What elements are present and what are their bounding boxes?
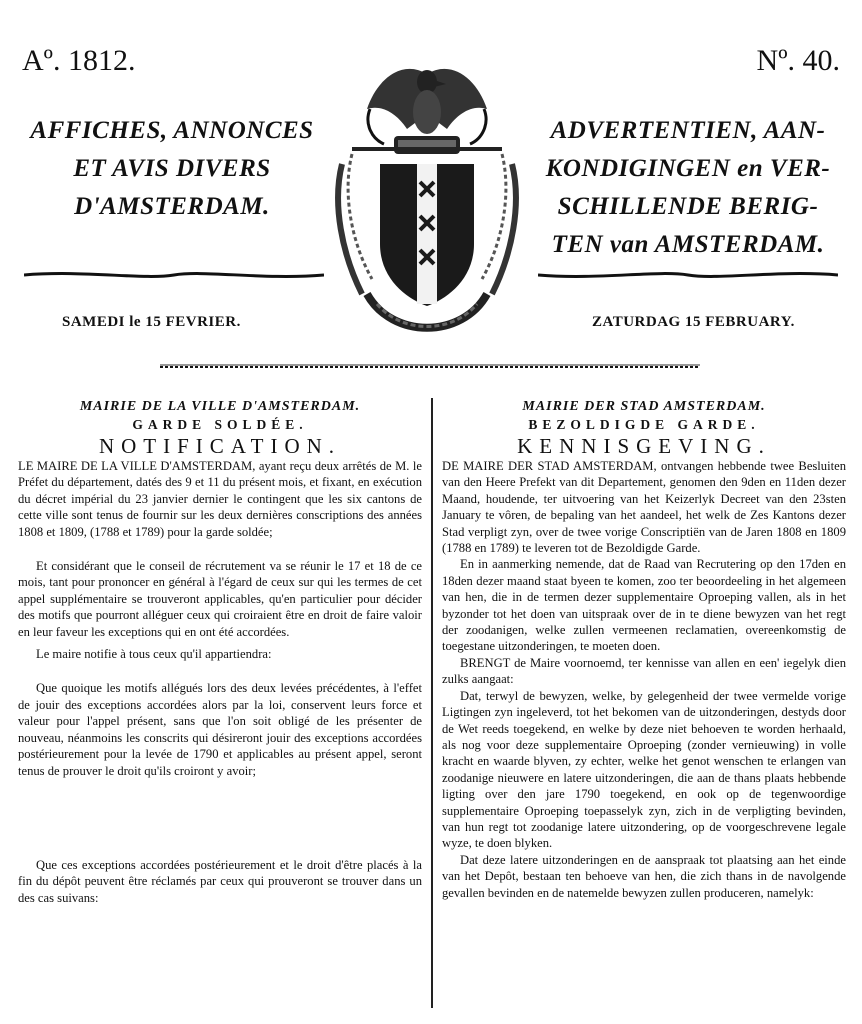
amsterdam-crest-icon — [322, 54, 532, 344]
paragraph: Que ces exceptions accordées postérieurement et le droit d'être placés à la fin du dépôt peuvent être réclamés par ceux qui prouveront se trouver dans un des cas suivans: — [18, 857, 422, 905]
paragraph: Dat deze latere uitzonderingen en de aanspraak tot plaatsing aan het einde van het Depôt, bestaan ten behoeve van hen, die zich thans in de navolgende gevallen bevinden en de natemelde bewyzen zullen produceren, namelyk: — [442, 852, 846, 900]
title-line: ADVERTENTIEN, AAN- — [550, 117, 826, 144]
paragraph: Que quoique les motifs allégués lors des deux levées précédentes, à l'effet de jouir des exceptions accordées alors par la loi, conservent leurs force et valeur pour l'appel présent, sans que l'on soit obligé de les présenter de nouveau, néanmoins les conscrits qui désireront jouir des exceptions accordées postérieurement pour la levée de 1790 et applicables au présent appel, seront tenus de prouver le droit qu'ils croiront y avoir; — [18, 681, 422, 778]
masthead-title-dutch — [533, 112, 843, 264]
column-divider — [431, 398, 433, 1008]
paragraph: Et considérant que le conseil de récrutement va se réunir le 17 et 18 de ce mois, tant pour prononcer en général à l'égard de ceux sur qui les termes de cet appel supplémentaire se trouveront applicables, qu'en particulier pour décider des motifs que pourront alléguer ceux qui croiraient être en droit de faire valoir en leur faveur les exceptions qui en ont été accordées. — [18, 559, 422, 639]
column-french — [18, 398, 422, 906]
section-subheading: BEZOLDIGDE GARDE. — [528, 417, 760, 432]
paragraph: Le maire notifie à tous ceux qu'il appartiendra: — [36, 647, 272, 662]
title-line: KONDIGINGEN en VER- — [545, 155, 831, 182]
title-line: SCHILLENDE BERIG- — [557, 193, 819, 220]
date-french: SAMEDI le 15 FEVRIER. — [62, 314, 241, 330]
masthead-title-french — [22, 112, 322, 226]
issue-number: Nº. 40. — [756, 44, 840, 77]
title-line: ET AVIS DIVERS — [73, 155, 271, 182]
paragraph: DE MAIRE DER STAD AMSTERDAM, ontvangen hebbende twee Besluiten van den Heere Prefekt van dit Departement, genomen den 9den en 11den dezer Maand, houdende, ter uitvoering van het Keizerlyk Decreet van den 23sten January te vôren, de bepaling van het aandeel, het welk de Zes Kantons dezer Stad verpligt zyn, over de twee vorige Conscriptiën van de Jaren 1808 en 1809 (1788 en 1789) te leveren tot de Bezoldigde Garde. — [442, 459, 846, 556]
paragraph: LE MAIRE DE LA VILLE D'AMSTERDAM, ayant reçu deux arrêtés de M. le Préfet du département, datés des 9 et 11 du présent mois, et fixant, en exécution du décret impérial du 23 janvier dernier le contingent que les six cantons de cette ville sont tenus de fournir sur les deux dernières conscriptions des années 1808 et 1809, (1788 et 1789) pour la garde soldée; — [18, 459, 422, 539]
title-line: AFFICHES, ANNONCES — [30, 117, 314, 144]
section-heading: MAIRIE DER STAD AMSTERDAM. — [522, 399, 766, 414]
issue-year: Aº. 1812. — [22, 44, 136, 77]
notice-title: KENNISGEVING. — [517, 434, 771, 458]
paragraph: En in aanmerking nemende, dat de Raad van Recrutering op den 17den en 18den dezer maand staat byeen te komen, zoo ter beoordeeling in het algemeen van hen, die in de termen dezer supplementaire Oproeping vallen, als in het byzonder tot het doen van uitspraak over de in te diene bewyzen van het regt der zoodanigen, welke zullen vermeenen reclamatien, overeenkomstig de toegestane uitzonderingen, te moeten doen. — [442, 557, 846, 654]
date-dutch: ZATURDAG 15 FEBRUARY. — [592, 314, 795, 330]
notice-title: NOTIFICATION. — [98, 434, 342, 458]
ornamental-rule-right — [538, 268, 838, 282]
title-line: TEN van AMSTERDAM. — [551, 231, 825, 258]
ornamental-divider — [160, 362, 700, 372]
title-line: D'AMSTERDAM. — [74, 193, 270, 220]
section-heading: MAIRIE DE LA VILLE D'AMSTERDAM. — [79, 399, 361, 414]
paragraph: BRENGT de Maire voornoemd, ter kennisse van allen en een' iegelyk dien zulks aangaat: — [442, 655, 846, 687]
column-dutch — [442, 398, 846, 901]
ornamental-rule-left — [24, 268, 324, 282]
paragraph: Dat, terwyl de bewyzen, welke, by gelegenheid der twee vermelde vorige Ligtingen zyn ingeleverd, tot het bekomen van de uitzonderingen, destyds door de Wet reeds toegekend, en welke by deze niet behoeven te worden herhaald, als nog voor deze supplementaire Oproeping (zonder vernieuwing) in volle kracht en waarde blyven, zy echter, welke het genot wenschen te erlangen van zoodanige nieuwere en latere uitzonderingen, die aan de thans plaats hebbende ligting over den jare 1790 toegekend, en ook op de tegenwoordige supplementaire Oproeping toepasselyk zyn, zich in de verpligting bevinden, van hun regt tot zoodanige latere uitzondering, op de voorgeschrevene legale wyze, te doen blyken. — [442, 688, 846, 851]
section-subheading: GARDE SOLDÉE. — [132, 417, 308, 432]
